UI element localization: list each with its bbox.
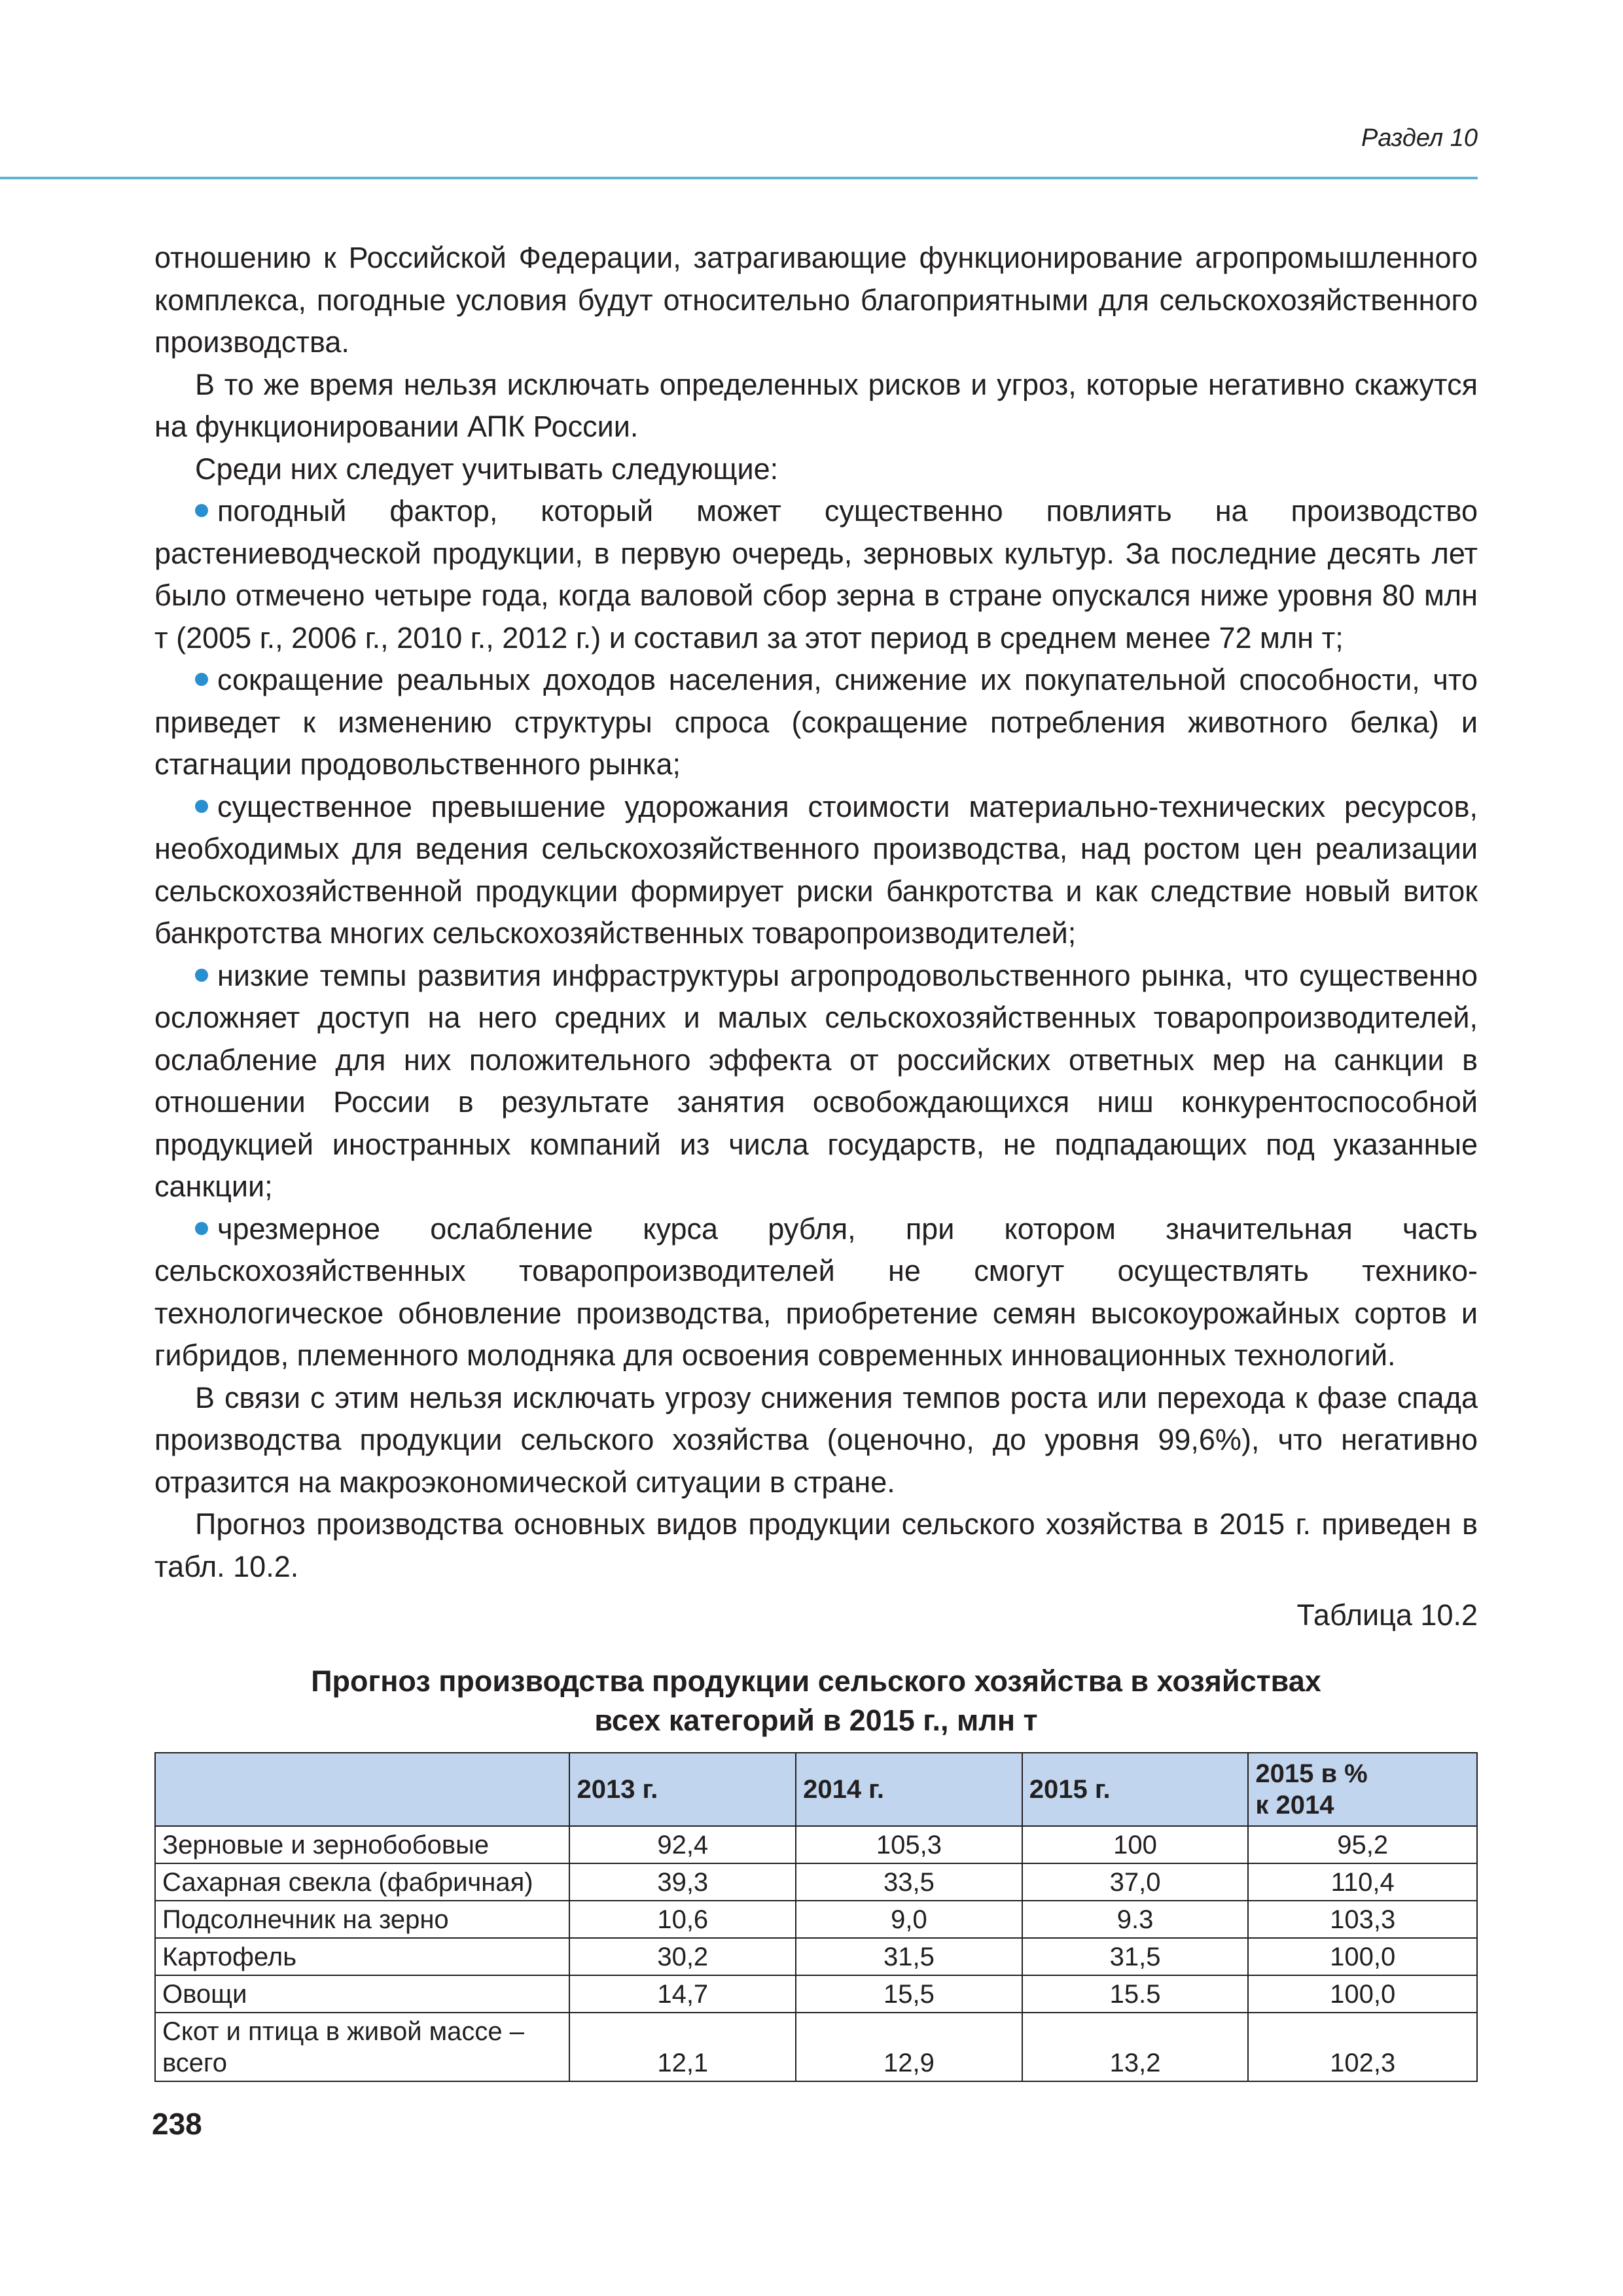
- table-cell: 33,5: [796, 1863, 1022, 1901]
- table-cell: 92,4: [569, 1826, 796, 1863]
- table-cell: 103,3: [1248, 1901, 1477, 1938]
- paragraph: В связи с этим нельзя исключать угрозу снижения темпов роста или перехода к фазе спада производства продукции сельского хозяйства (оценочно, до уровня 99,6%), что негативно отразится на макроэкономической ситуации в стране.: [154, 1380, 1478, 1499]
- bullet-text: чрезмерное ослабление курса рубля, при котором значительная часть сельскохозяйственных товаропроизводителей не смогут осуществлять технико-технологическое обновление производства, приобретение семян высокоурожайных сортов и гибридов, племенного молодняка для освоения современных инновационных технологий.: [154, 1211, 1478, 1372]
- header-cell: 2015 г.: [1022, 1753, 1249, 1826]
- table-cell: 110,4: [1248, 1863, 1477, 1901]
- row-label-line: Скот и птица в живой массе –: [162, 2017, 525, 2046]
- table-cell: 37,0: [1022, 1863, 1249, 1901]
- paragraph: Среди них следует учитывать следующие:: [195, 452, 779, 486]
- forecast-table: [154, 1752, 1478, 2082]
- table-title-line: всех категорий в 2015 г., млн т: [594, 1703, 1038, 1737]
- bullet-icon: [195, 800, 208, 813]
- table-cell: 39,3: [569, 1863, 796, 1901]
- page-number: 238: [152, 2107, 202, 2141]
- row-label-line: всего: [162, 2048, 228, 2077]
- paragraph: В то же время нельзя исключать определенных рисков и угроз, которые негативно скажутся на функционировании АПК России.: [154, 367, 1478, 443]
- bullet-icon: [195, 673, 208, 686]
- row-label: Зерновые и зернобобовые: [155, 1826, 569, 1863]
- table-cell: 15.5: [1022, 1975, 1249, 2013]
- table-cell: 9,0: [796, 1901, 1022, 1938]
- paragraph: отношению к Российской Федерации, затрагивающие функционирование агропромышленного комплекса, погодные условия будут относительно благоприятными для сельскохозяйственного производства.: [154, 241, 1478, 359]
- table-row: [155, 1863, 1477, 1901]
- table-cell: 14,7: [569, 1975, 796, 2013]
- table-cell: 30,2: [569, 1938, 796, 1975]
- table-cell: 102,3: [1248, 2013, 1477, 2081]
- row-label: Сахарная свекла (фабричная): [155, 1863, 569, 1901]
- table-cell: 95,2: [1248, 1826, 1477, 1863]
- table-cell: 105,3: [796, 1826, 1022, 1863]
- table-cell: 100,0: [1248, 1975, 1477, 2013]
- table-cell: 100,0: [1248, 1938, 1477, 1975]
- table-cell: 31,5: [796, 1938, 1022, 1975]
- table-row: [155, 1938, 1477, 1975]
- table-row: [155, 1975, 1477, 2013]
- header-cell: [1248, 1753, 1477, 1826]
- bullet-icon: [195, 1222, 208, 1235]
- row-label: Подсолнечник на зерно: [155, 1901, 569, 1938]
- row-label: Овощи: [155, 1975, 569, 2013]
- bullet-text: погодный фактор, который может существенно повлиять на производство растениеводческой продукции, в первую очередь, зерновых культур. За последние десять лет было отмечено четыре года, когда валовой сбор зерна в стране опускался ниже уровня 80 млн т (2005 г., 2006 г., 2010 г., 2012 г.) и составил за этот период в среднем менее 72 млн т;: [154, 494, 1478, 655]
- row-label: Картофель: [155, 1938, 569, 1975]
- header-rule: [0, 177, 1478, 179]
- table-cell: 9.3: [1022, 1901, 1249, 1938]
- row-label: [155, 2013, 569, 2081]
- table-cell: 31,5: [1022, 1938, 1249, 1975]
- table-cell: 100: [1022, 1826, 1249, 1863]
- table-cell: 13,2: [1022, 2013, 1249, 2081]
- table-caption: Таблица 10.2: [1296, 1598, 1478, 1632]
- bullet-item: [154, 490, 1478, 659]
- header-cell: 2013 г.: [569, 1753, 796, 1826]
- bullet-text: сокращение реальных доходов населения, снижение их покупательной способности, что приведет к изменению структуры спроса (сокращение потребления животного белка) и стагнации продовольственного рынка;: [154, 663, 1478, 781]
- table-header-row: [155, 1753, 1477, 1826]
- bullet-item: [154, 786, 1478, 955]
- bullet-text: низкие темпы развития инфраструктуры агропродовольственного рынка, что существенно осложняет доступ на него средних и малых сельскохозяйственных товаропроизводителей, ослабление для них положительного эффекта от российских ответных мер на санкции в отношении России в результате занятия освобождающихся ниш конкурентоспособной продукцией иностранных компаний из числа государств, не подпадающих под указанные санкции;: [154, 958, 1478, 1203]
- table-cell: 10,6: [569, 1901, 796, 1938]
- table-row: [155, 1901, 1477, 1938]
- table-title-line: Прогноз производства продукции сельского хозяйства в хозяйствах: [311, 1664, 1321, 1698]
- paragraph: Прогноз производства основных видов продукции сельского хозяйства в 2015 г. приведен в табл. 10.2.: [154, 1507, 1478, 1583]
- header-cell-line: 2015 в %: [1255, 1759, 1368, 1788]
- table-title: [154, 1662, 1478, 1740]
- table-row: [155, 2013, 1477, 2081]
- table-cell: 12,9: [796, 2013, 1022, 2081]
- bullet-text: существенное превышение удорожания стоимости материально-технических ресурсов, необходимых для ведения сельскохозяйственного производства, над ростом цен реализации сельскохозяйственной продукции формирует риски банкротства и как следствие новый виток банкротства многих сельскохозяйственных товаропроизводителей;: [154, 789, 1478, 950]
- bullet-item: [154, 1208, 1478, 1377]
- header-cell: [155, 1753, 569, 1826]
- table-cell: 12,1: [569, 2013, 796, 2081]
- header-cell: 2014 г.: [796, 1753, 1022, 1826]
- section-label: Раздел 10: [1361, 124, 1478, 152]
- bullet-item: [154, 659, 1478, 786]
- table-cell: 15,5: [796, 1975, 1022, 2013]
- bullet-icon: [195, 969, 208, 982]
- page-content: [154, 237, 1478, 2082]
- bullet-icon: [195, 504, 208, 517]
- table-row: [155, 1826, 1477, 1863]
- bullet-item: [154, 955, 1478, 1208]
- header-cell-line: к 2014: [1255, 1790, 1334, 1820]
